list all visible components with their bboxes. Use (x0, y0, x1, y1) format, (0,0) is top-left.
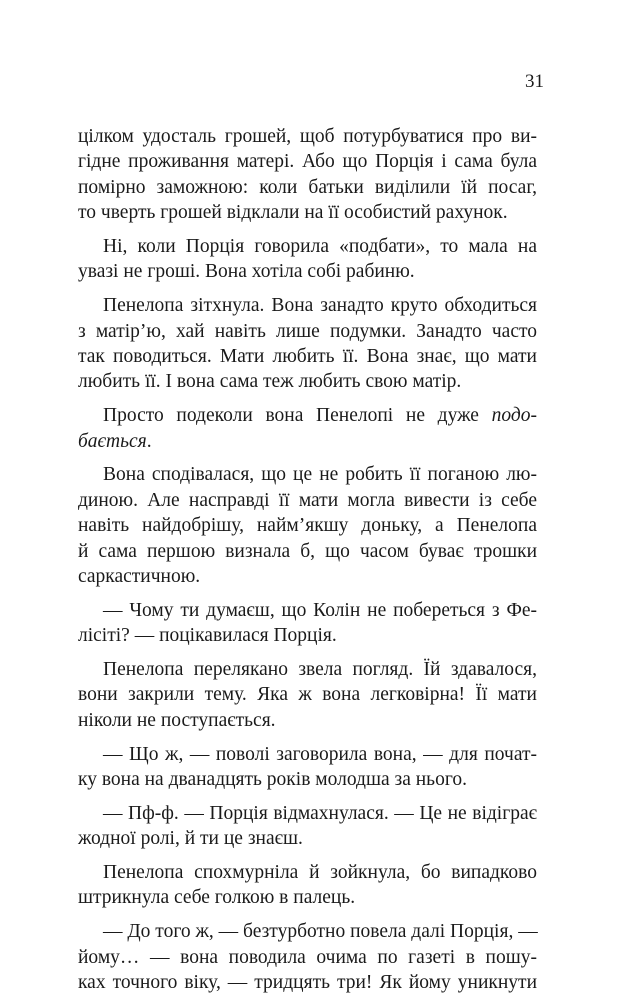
paragraph (78, 124, 537, 226)
text-line: саркастичною. (78, 566, 201, 588)
text-line: — До того ж, — безтурботно повела далі Порція, — (103, 921, 538, 943)
text-line: жодної ролі, й ти це знаєш. (78, 828, 303, 850)
paragraph (78, 234, 537, 285)
text-line: Ні, коли Порція говорила «подбати», то мала на (103, 236, 537, 258)
text-line: диною. Але насправді її мати могла вивести із себе (78, 489, 537, 511)
paragraph (78, 860, 537, 911)
emphasis-text: подо- (491, 405, 537, 427)
text-line: Пенелопа перелякано звела погляд. Їй здавалося, (103, 659, 537, 681)
text-line: вони закрили тему. Яка ж вона легковірна! Її мати (78, 684, 537, 706)
paragraph (78, 598, 537, 649)
text-line: Вона сподівалася, що це не робить її поганою лю- (103, 464, 537, 486)
text-line: ніколи не поступається. (78, 709, 276, 731)
text-run: . (146, 430, 152, 452)
body-text (78, 124, 537, 1004)
paragraph (78, 462, 537, 589)
text-line: Пенелопа зітхнула. Вона занадто круто обходиться (103, 295, 537, 317)
text-line: навіть найдобрішу, найм’якшу доньку, а Пенелопа (78, 515, 537, 537)
paragraph (78, 657, 537, 733)
text-line: ках точного віку, — тридцять три! Як йому уникнути (78, 972, 537, 994)
paragraph (78, 801, 537, 852)
paragraph (78, 742, 537, 793)
paragraph (78, 919, 537, 995)
text-line: увазі не гроші. Вона хотіла собі рабиню. (78, 261, 415, 283)
text-line: ку вона на дванадцять років молодша за нього. (78, 769, 467, 791)
text-line (78, 403, 537, 428)
text-line: помірно заможною: коли батьки виділили їй посаг, (78, 176, 537, 198)
paragraph (78, 293, 537, 395)
paragraph (78, 403, 537, 454)
page-number: 31 (525, 71, 544, 92)
text-line: то чверть грошей відклали на її особистий рахунок. (78, 202, 508, 224)
text-line: любить її. І вона сама теж любить свою матір. (78, 371, 462, 393)
text-line: — Чому ти думаєш, що Колін не побереться з Фе- (103, 599, 537, 621)
text-line: й сама першою визнала б, що часом буває трошки (78, 540, 537, 562)
text-line: так поводиться. Мати любить її. Вона знає, що мати (78, 346, 537, 368)
text-line: лісіті? — поцікавилася Порція. (78, 625, 337, 647)
text-line (78, 429, 537, 454)
text-line: — Що ж, — поволі заговорила вона, — для почат- (103, 743, 537, 765)
text-line: з матір’ю, хай навіть лише подумки. Занадто часто (78, 320, 537, 342)
text-run: Просто подеколи вона Пенелопі не дуже (103, 405, 479, 427)
text-line: — Пф-ф. — Порція відмахнулася. — Це не відіграє (103, 802, 537, 824)
text-line: штрикнула себе голкою в палець. (78, 887, 356, 909)
text-line: цілком удосталь грошей, щоб потурбуватися про ви- (78, 126, 537, 147)
text-line: Пенелопа спохмурніла й зойкнула, бо випадково (103, 862, 537, 884)
text-line: гідне проживання матері. Або що Порція і сама була (78, 151, 537, 173)
text-line: йому… — вона поводила очима по газеті в пошу- (78, 946, 537, 968)
emphasis-text: бається (78, 430, 147, 452)
